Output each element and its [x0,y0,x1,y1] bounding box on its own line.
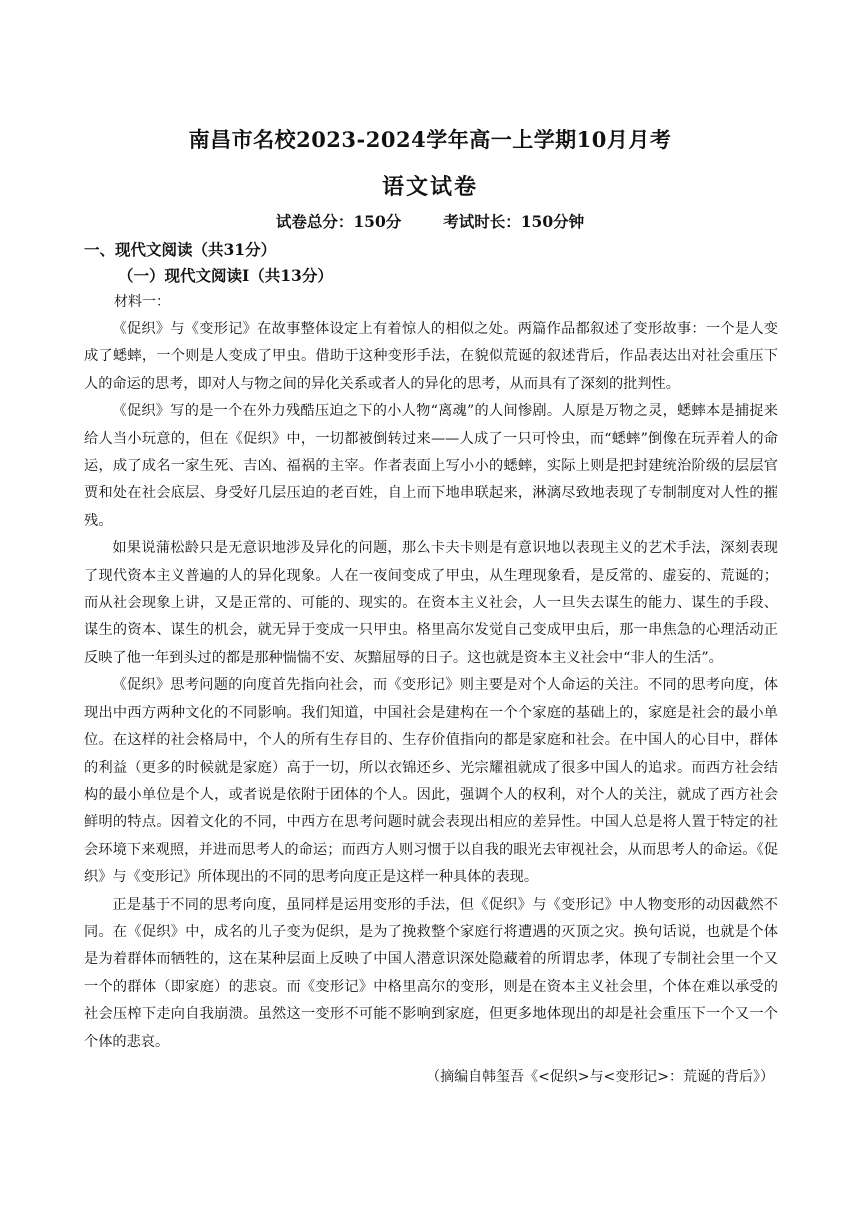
material-label: 材料一： [114,294,170,310]
passage-paragraph-5: 正是基于不同的思考向度，虽同样是运用变形的手法，但《促织》与《变形记》中人物变形的动因截然不同。在《促织》中，成名的儿子变为促织，是为了挽救整个家庭行将遭遇的灭顶之灾。换句话说，也就是个体是为着群体而牺牲的，这在某种层面上反映了中国人潜意识深处隐藏着的所谓忠孝，体现了专制社会里一个又一个的群体（即家庭）的悲哀。而《变形记》中格里高尔的变形，则是在资本主义社会里，个体在难以承受的社会压榨下走向自我崩溃。虽然这一变形不可能不影响到家庭，但更多地体现出的却是社会重压下一个又一个个体的悲哀。 [84,896,778,1050]
passage-paragraph-1: 《促织》与《变形记》在故事整体设定上有着惊人的相似之处。两篇作品都叙述了变形故事：一个是人变成了蟋蟀，一个则是人变成了甲虫。借助于这种变形手法，在貌似荒诞的叙述背后，作品表达出对社会重压下人的命运的思考，即对人与物之间的异化关系或者人的异化的思考，从而具有了深刻的批判性。 [84,321,778,392]
subsection-heading: （一）现代文阅读Ⅰ（共13分） [118,266,333,285]
passage-paragraph-2: 《促织》写的是一个在外力残酷压迫之下的小人物“离魂”的人间惨剧。人原是万物之灵，蟋蟀本是捕捉来给人当小玩意的，但在《促织》中，一切都被倒转过来——人成了一只可怜虫，而“蟋蟀”倒像在玩弄着人的命运，成了成名一家生死、吉凶、福祸的主宰。作者表面上写小小的蟋蟀，实际上则是把封建统治阶级的层层官贾和处在社会底层、身受好几层压迫的老百姓，自上而下地串联起来，淋漓尽致地表现了专制制度对人性的摧残。 [84,403,778,529]
exam-meta [0,210,860,232]
exam-duration: 考试时长：150分钟 [443,212,585,231]
reading-passage [84,316,778,1056]
exam-subtitle: 语文试卷 [381,174,478,200]
section-heading: 一、现代文阅读（共31分） [84,240,277,259]
source-citation: （摘编自韩玺吾《<促织>与<变形记>：荒诞的背后》） [426,1069,774,1085]
passage-paragraph-3: 如果说蒲松龄只是无意识地涉及异化的问题，那么卡夫卡则是有意识地以表现主义的艺术手法，深刻表现了现代资本主义普遍的人的异化现象。人在一夜间变成了甲虫，从生理现象看，是反常的、虚妄的、荒诞的；而从社会现象上讲，又是正常的、可能的、现实的。在资本主义社会，人一旦失去谋生的能力、谋生的手段、谋生的资本、谋生的机会，就无异于变成一只甲虫。格里高尔发觉自己变成甲虫后，那一串焦急的心理活动正反映了他一年到头过的都是那种惴惴不安、灰黯屈辱的日子。这也就是资本主义社会中“非人的生活”。 [84,540,778,666]
passage-paragraph-4: 《促织》思考问题的向度首先指向社会，而《变形记》则主要是对个人命运的关注。不同的思考向度，体现出中西方两种文化的不同影响。我们知道，中国社会是建构在一个个家庭的基础上的，家庭是社会的最小单位。在这样的社会格局中，个人的所有生存目的、生存价值指向的都是家庭和社会。在中国人的心目中，群体的利益（更多的时候就是家庭）高于一切，所以衣锦还乡、光宗耀祖就成了很多中国人的追求。而西方社会结构的最小单位是个人，或者说是依附于团体的个人。因此，强调个人的权利，对个人的关注，就成了西方社会鲜明的特点。因着文化的不同，中西方在思考问题时就会表现出相应的差异性。中国人总是将人置于特定的社会环境下来观照，并进而思考人的命运；而西方人则习惯于以自我的眼光去审视社会，从而思考人的命运。《促织》与《变形记》所体现出的不同的思考向度正是这样一种具体的表现。 [84,677,778,886]
total-score: 试卷总分：150分 [275,212,402,231]
exam-title: 南昌市名校2023-2024学年高一上学期10月月考 [188,127,672,152]
